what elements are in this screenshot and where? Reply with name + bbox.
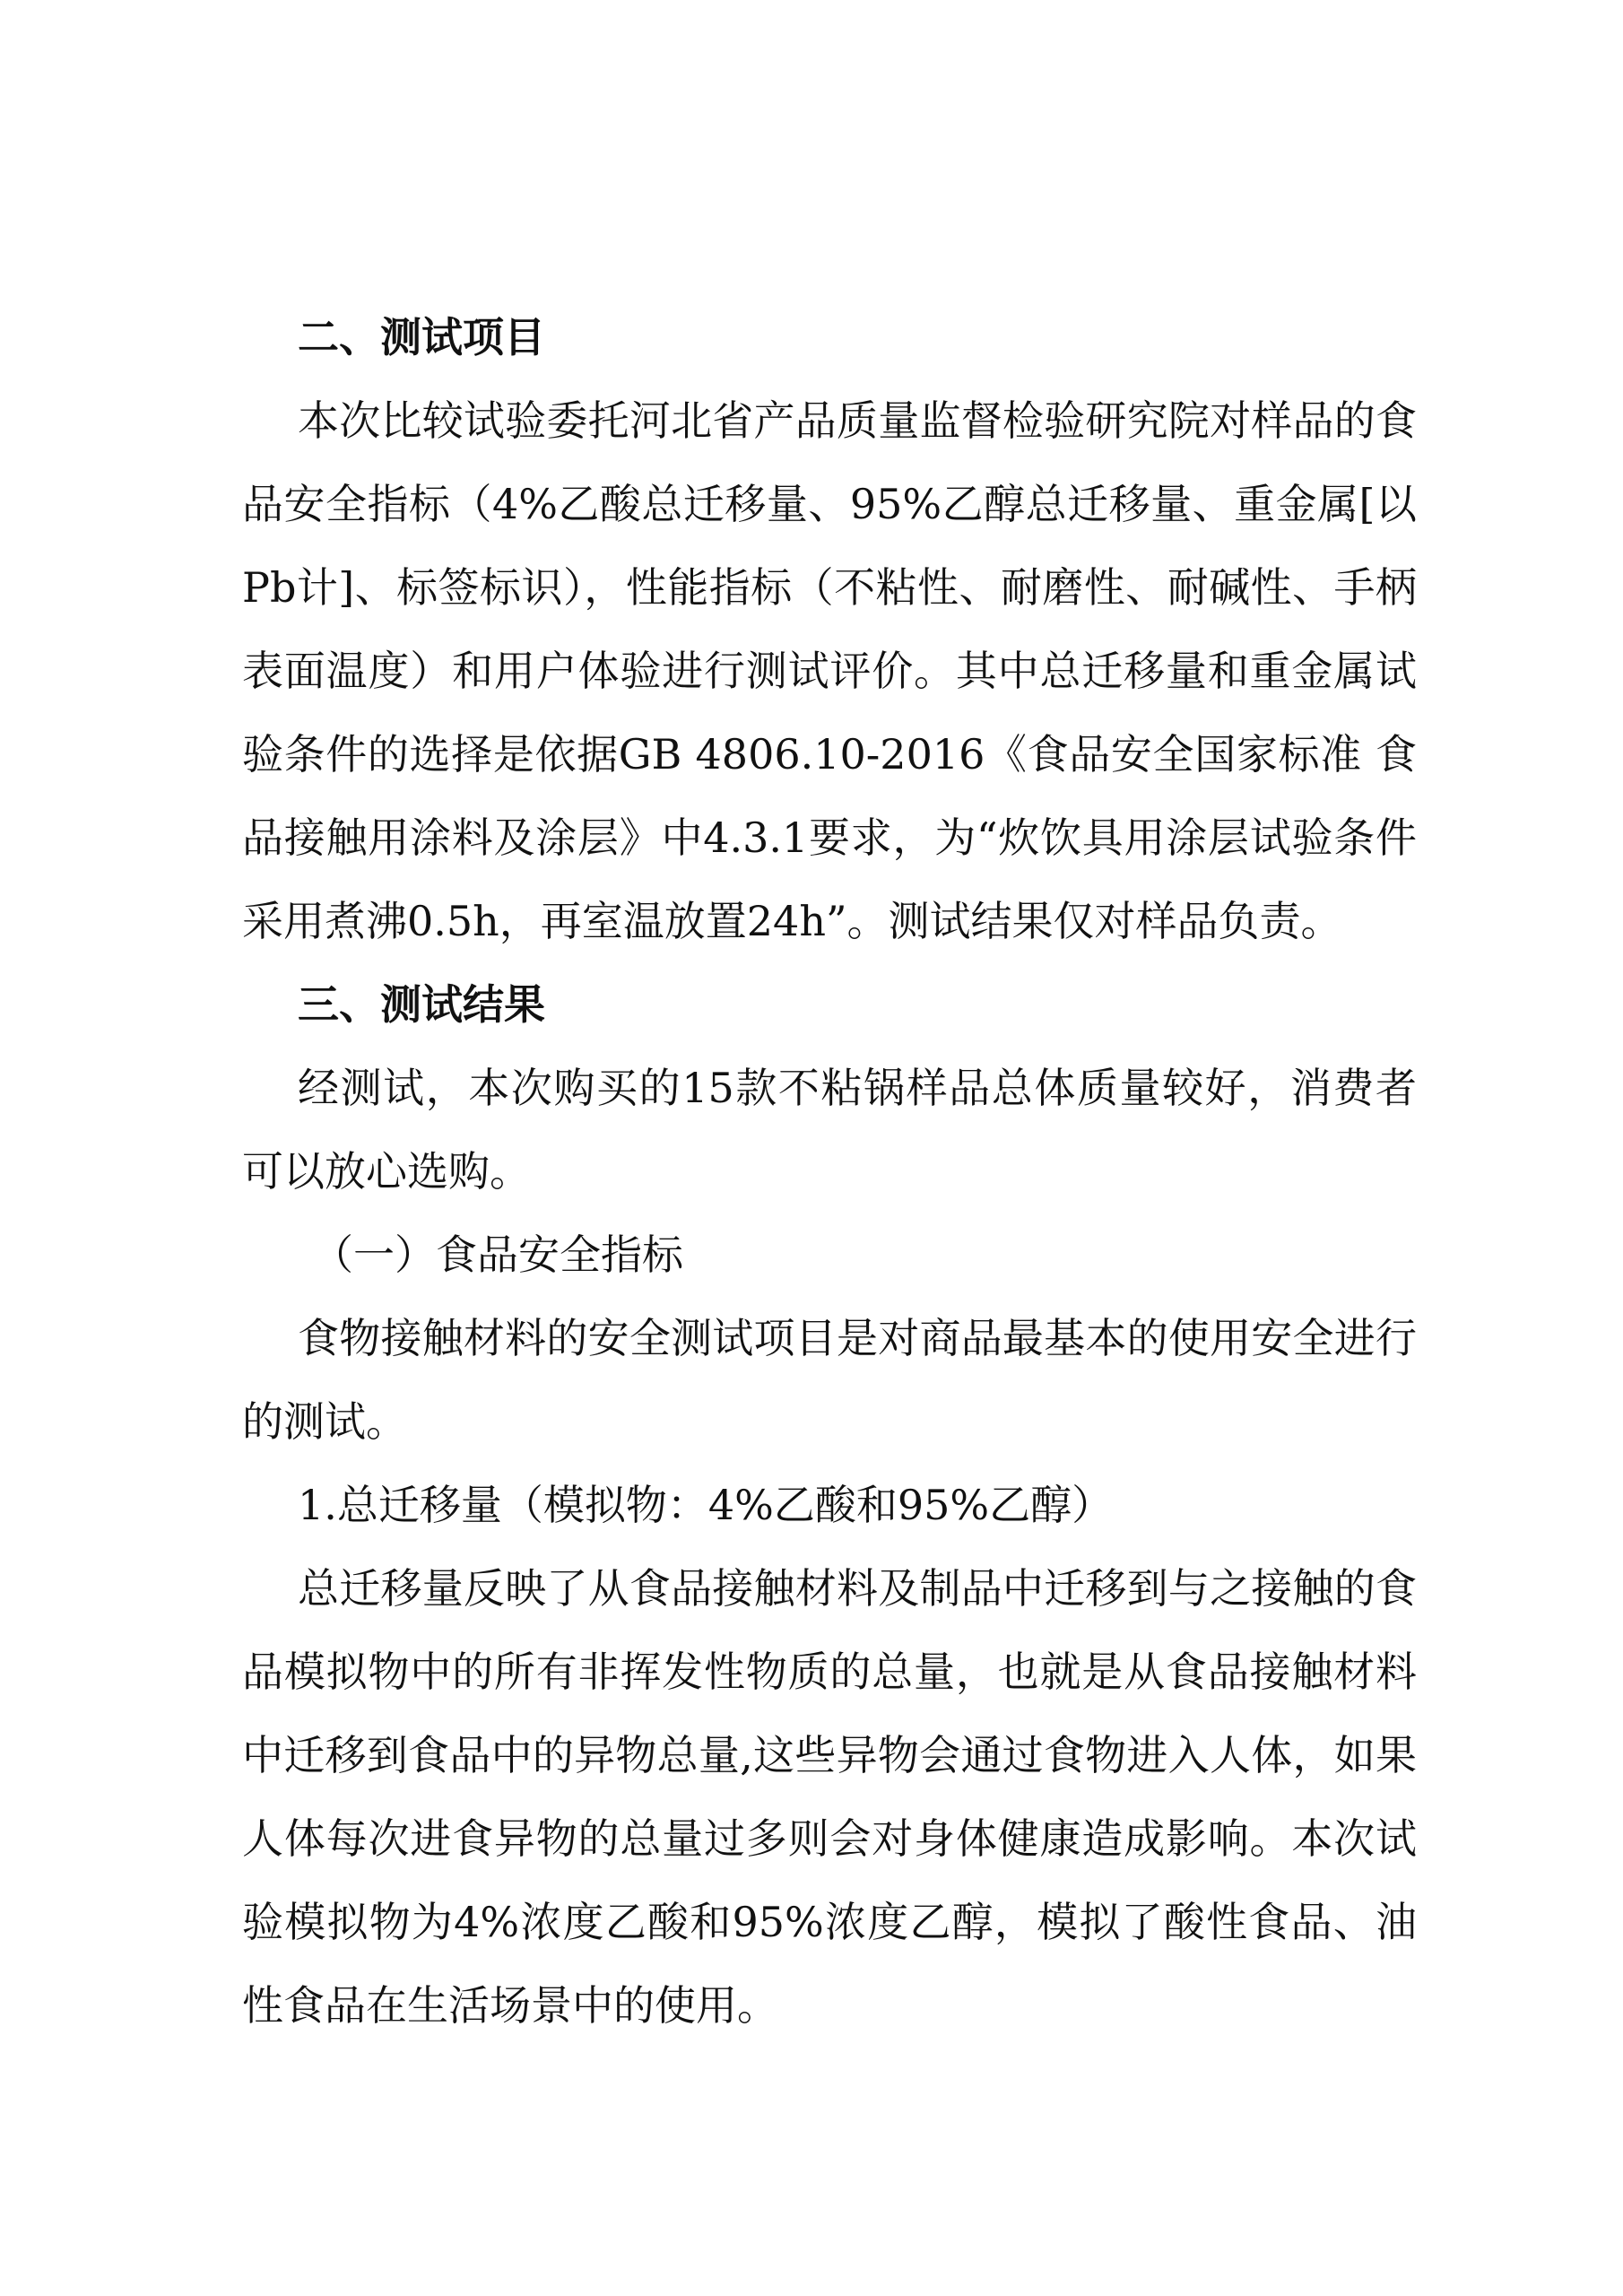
item-heading-total-migration: 1.总迁移量（模拟物：4%乙酸和95%乙醇） bbox=[298, 1481, 1114, 1529]
food-safety-paragraph: 食物接触材料的安全测试项目是对商品最基本的使用安全进行的测试。 bbox=[242, 1314, 1417, 1446]
total-migration-paragraph: 总迁移量反映了从食品接触材料及制品中迁移到与之接触的食品模拟物中的所有非挥发性物质的总量，也就是从食品接触材料中迁移到食品中的异物总量,这些异物会通过食物进入人体，如果人体每次进食异物的总量过多则会对身体健康造成影响。本次试验模拟物为4%浓度乙酸和95%浓度乙醇，模拟了酸性食品、油性食品在生活场景中的使用。 bbox=[242, 1564, 1417, 2030]
section-heading-test-items: 二、测试项目 bbox=[298, 313, 545, 361]
document-body bbox=[242, 296, 1417, 2048]
subsection-heading-food-safety: （一）食品安全指标 bbox=[312, 1231, 683, 1279]
section-heading-test-results: 三、测试结果 bbox=[298, 980, 545, 1029]
test-results-paragraph: 经测试，本次购买的15款不粘锅样品总体质量较好，消费者可以放心选购。 bbox=[242, 1064, 1417, 1196]
test-items-paragraph: 本次比较试验委托河北省产品质量监督检验研究院对样品的食品安全指标（4%乙酸总迁移量、95%乙醇总迁移量、重金属[以Pb计]、标签标识），性能指标（不粘性、耐磨性、耐碱性、手柄表面温度）和用户体验进行测试评价。其中总迁移量和重金属试验条件的选择是依据GB 4806.10-2016《食品安全国家标准 食品接触用涂料及涂层》中4.3.1要求，为“炊饮具用涂层试验条件采用煮沸0.5h，再室温放置24h”。测试结果仅对样品负责。 bbox=[242, 396, 1417, 945]
